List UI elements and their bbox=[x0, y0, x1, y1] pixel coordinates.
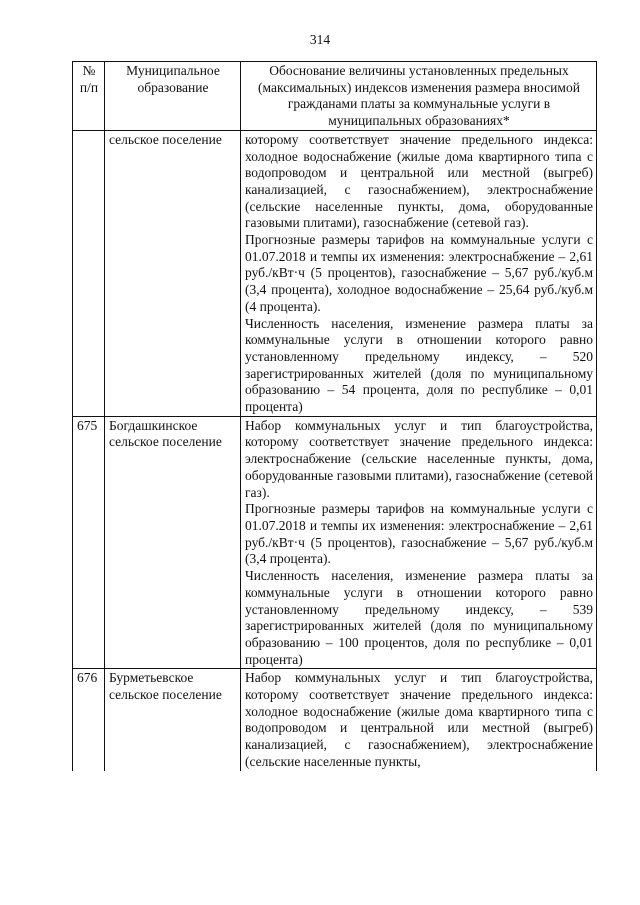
justification-paragraph: которому соответствует значение предельного индекса: холодное водоснабжение (жилые дома квартирного типа с водопроводом и центральной или местной (выгреб) канализацией, с газоснабжением), электроснабжение (сельские населенные пункты, дома, оборудованные газовыми плитами), газоснабжение (сетевой газ). bbox=[245, 131, 593, 231]
row-number: 676 bbox=[73, 669, 105, 771]
row-number bbox=[73, 130, 105, 416]
header-justification: Обоснование величины установленных предельных (максимальных) индексов изменения размера вносимой гражданами платы за коммунальные услуги в муниципальных образованиях* bbox=[241, 62, 597, 131]
justification-paragraph: Прогнозные размеры тарифов на коммунальные услуги с 01.07.2018 и темпы их изменения: электроснабжение – 2,61 руб./кВт·ч (5 процентов), газоснабжение – 5,67 руб./куб.м (3,4 процента). bbox=[245, 501, 593, 567]
page-number: 314 bbox=[309, 32, 331, 47]
tariff-index-table bbox=[72, 61, 597, 771]
table-row bbox=[73, 130, 597, 416]
justification-cell bbox=[241, 416, 597, 669]
justification-paragraph: Набор коммунальных услуг и тип благоустройства, которому соответствует значение предельного индекса: электроснабжение (сельские населенные пункты, дома, оборудованные газовыми плитами), газоснабжение (сетевой газ). bbox=[245, 417, 593, 500]
justification-paragraph: Прогнозные размеры тарифов на коммунальные услуги с 01.07.2018 и темпы их изменения: электроснабжение – 2,61 руб./кВт·ч (5 процентов), газоснабжение – 5,67 руб./куб.м (3,4 процента), холодное водоснабжение – 25,64 руб./куб.м (4 процента). bbox=[245, 232, 593, 314]
table-row bbox=[73, 416, 597, 669]
justification-cell bbox=[241, 669, 597, 771]
justification-paragraph: Набор коммунальных услуг и тип благоустройства, которому соответствует значение предельного индекса: холодное водоснабжение (жилые дома квартирного типа с водопроводом и центральной или местной (выгреб) канализацией, с газоснабжением), электроснабжение (сельские населенные пункты, bbox=[245, 670, 593, 769]
justification-paragraph: Численность населения, изменение размера платы за коммунальные услуги в отношении которого равно установленному предельному индексу, – 539 зарегистрированных жителей (доля по муниципальному образованию – 100 процентов, доля по республике – 0,01 процента) bbox=[245, 568, 593, 667]
municipality-name: Богдашкинское сельское поселение bbox=[105, 416, 241, 669]
municipality-name: Бурметьевское сельское поселение bbox=[105, 669, 241, 771]
table-row bbox=[73, 669, 597, 771]
header-municipality: Муниципальное образование bbox=[105, 62, 241, 131]
justification-paragraph: Численность населения, изменение размера платы за коммунальные услуги в отношении которого равно установленному предельному индексу, – 520 зарегистрированных жителей (доля по муниципальному образованию – 54 процента, доля по республике – 0,01 процента) bbox=[245, 315, 593, 415]
table-header-row bbox=[73, 62, 597, 131]
justification-cell bbox=[241, 130, 597, 416]
row-number: 675 bbox=[73, 416, 105, 669]
municipality-name: сельское поселение bbox=[105, 130, 241, 416]
header-number: № п/п bbox=[73, 62, 105, 131]
